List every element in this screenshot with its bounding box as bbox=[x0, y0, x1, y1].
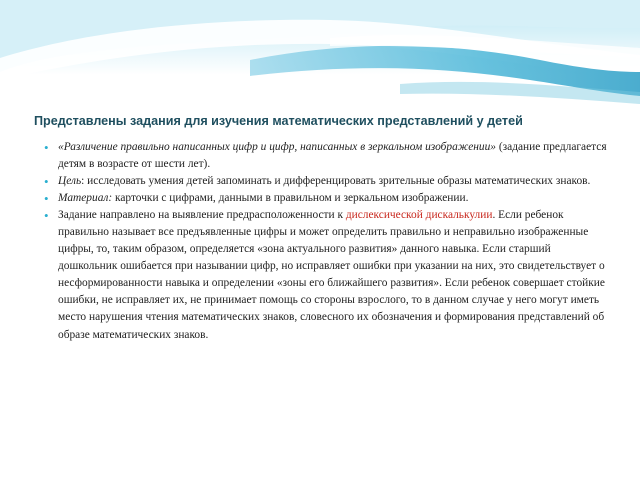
goal-text: : исследовать умения детей запоминать и дифференцировать зрительные образы математических знаков. bbox=[81, 175, 591, 188]
list-item bbox=[44, 139, 612, 173]
list-item bbox=[44, 207, 612, 343]
description-text-rest: . Если ребенок правильно называет все предъявленные цифры и может определить правильно и неправильно изображенные цифры, то, таким образом, определяется «зона актуального развития» данного навыка. Если старший дошкольник ошибается при назывании цифр, но исправляет ошибки при указании на них, это свидетельствует о несформированности навыка и определении «зоны его ближайшего развития». Если ребенок совершает стойкие ошибки, не исправляет их, не принимает помощь со стороны взрослого, то в данном случае у него могут иметь место нарушения чтения математических знаков, словесного их обозначения и формирования представлений об образе математических знаков. bbox=[58, 209, 605, 341]
goal-label: Цель bbox=[58, 175, 82, 188]
material-label: Материал: bbox=[58, 192, 113, 205]
task-note: (задание предлагается детям в возрасте от шести лет). bbox=[58, 141, 607, 171]
material-text: карточки с цифрами, данными в правильном и зеркальном изображении. bbox=[112, 192, 469, 205]
teal-bullet-icon: • bbox=[44, 140, 49, 155]
description-text-start: Задание направлено на выявление предрасположенности к bbox=[58, 209, 346, 222]
highlighted-term: дислексической дискалькулии bbox=[345, 209, 493, 222]
teal-bullet-icon: • bbox=[44, 208, 49, 224]
content-list bbox=[44, 139, 612, 344]
list-item bbox=[44, 190, 612, 207]
teal-bullet-icon: • bbox=[44, 174, 49, 190]
slide-title: Представлены задания для изучения математических представлений у детей bbox=[34, 114, 523, 128]
list-item bbox=[44, 173, 612, 190]
task-quote: «Различение правильно написанных цифр и цифр, написанных в зеркальном изображении» bbox=[58, 141, 496, 153]
decorative-wave-header bbox=[0, 0, 640, 110]
teal-bullet-icon: • bbox=[44, 191, 49, 207]
